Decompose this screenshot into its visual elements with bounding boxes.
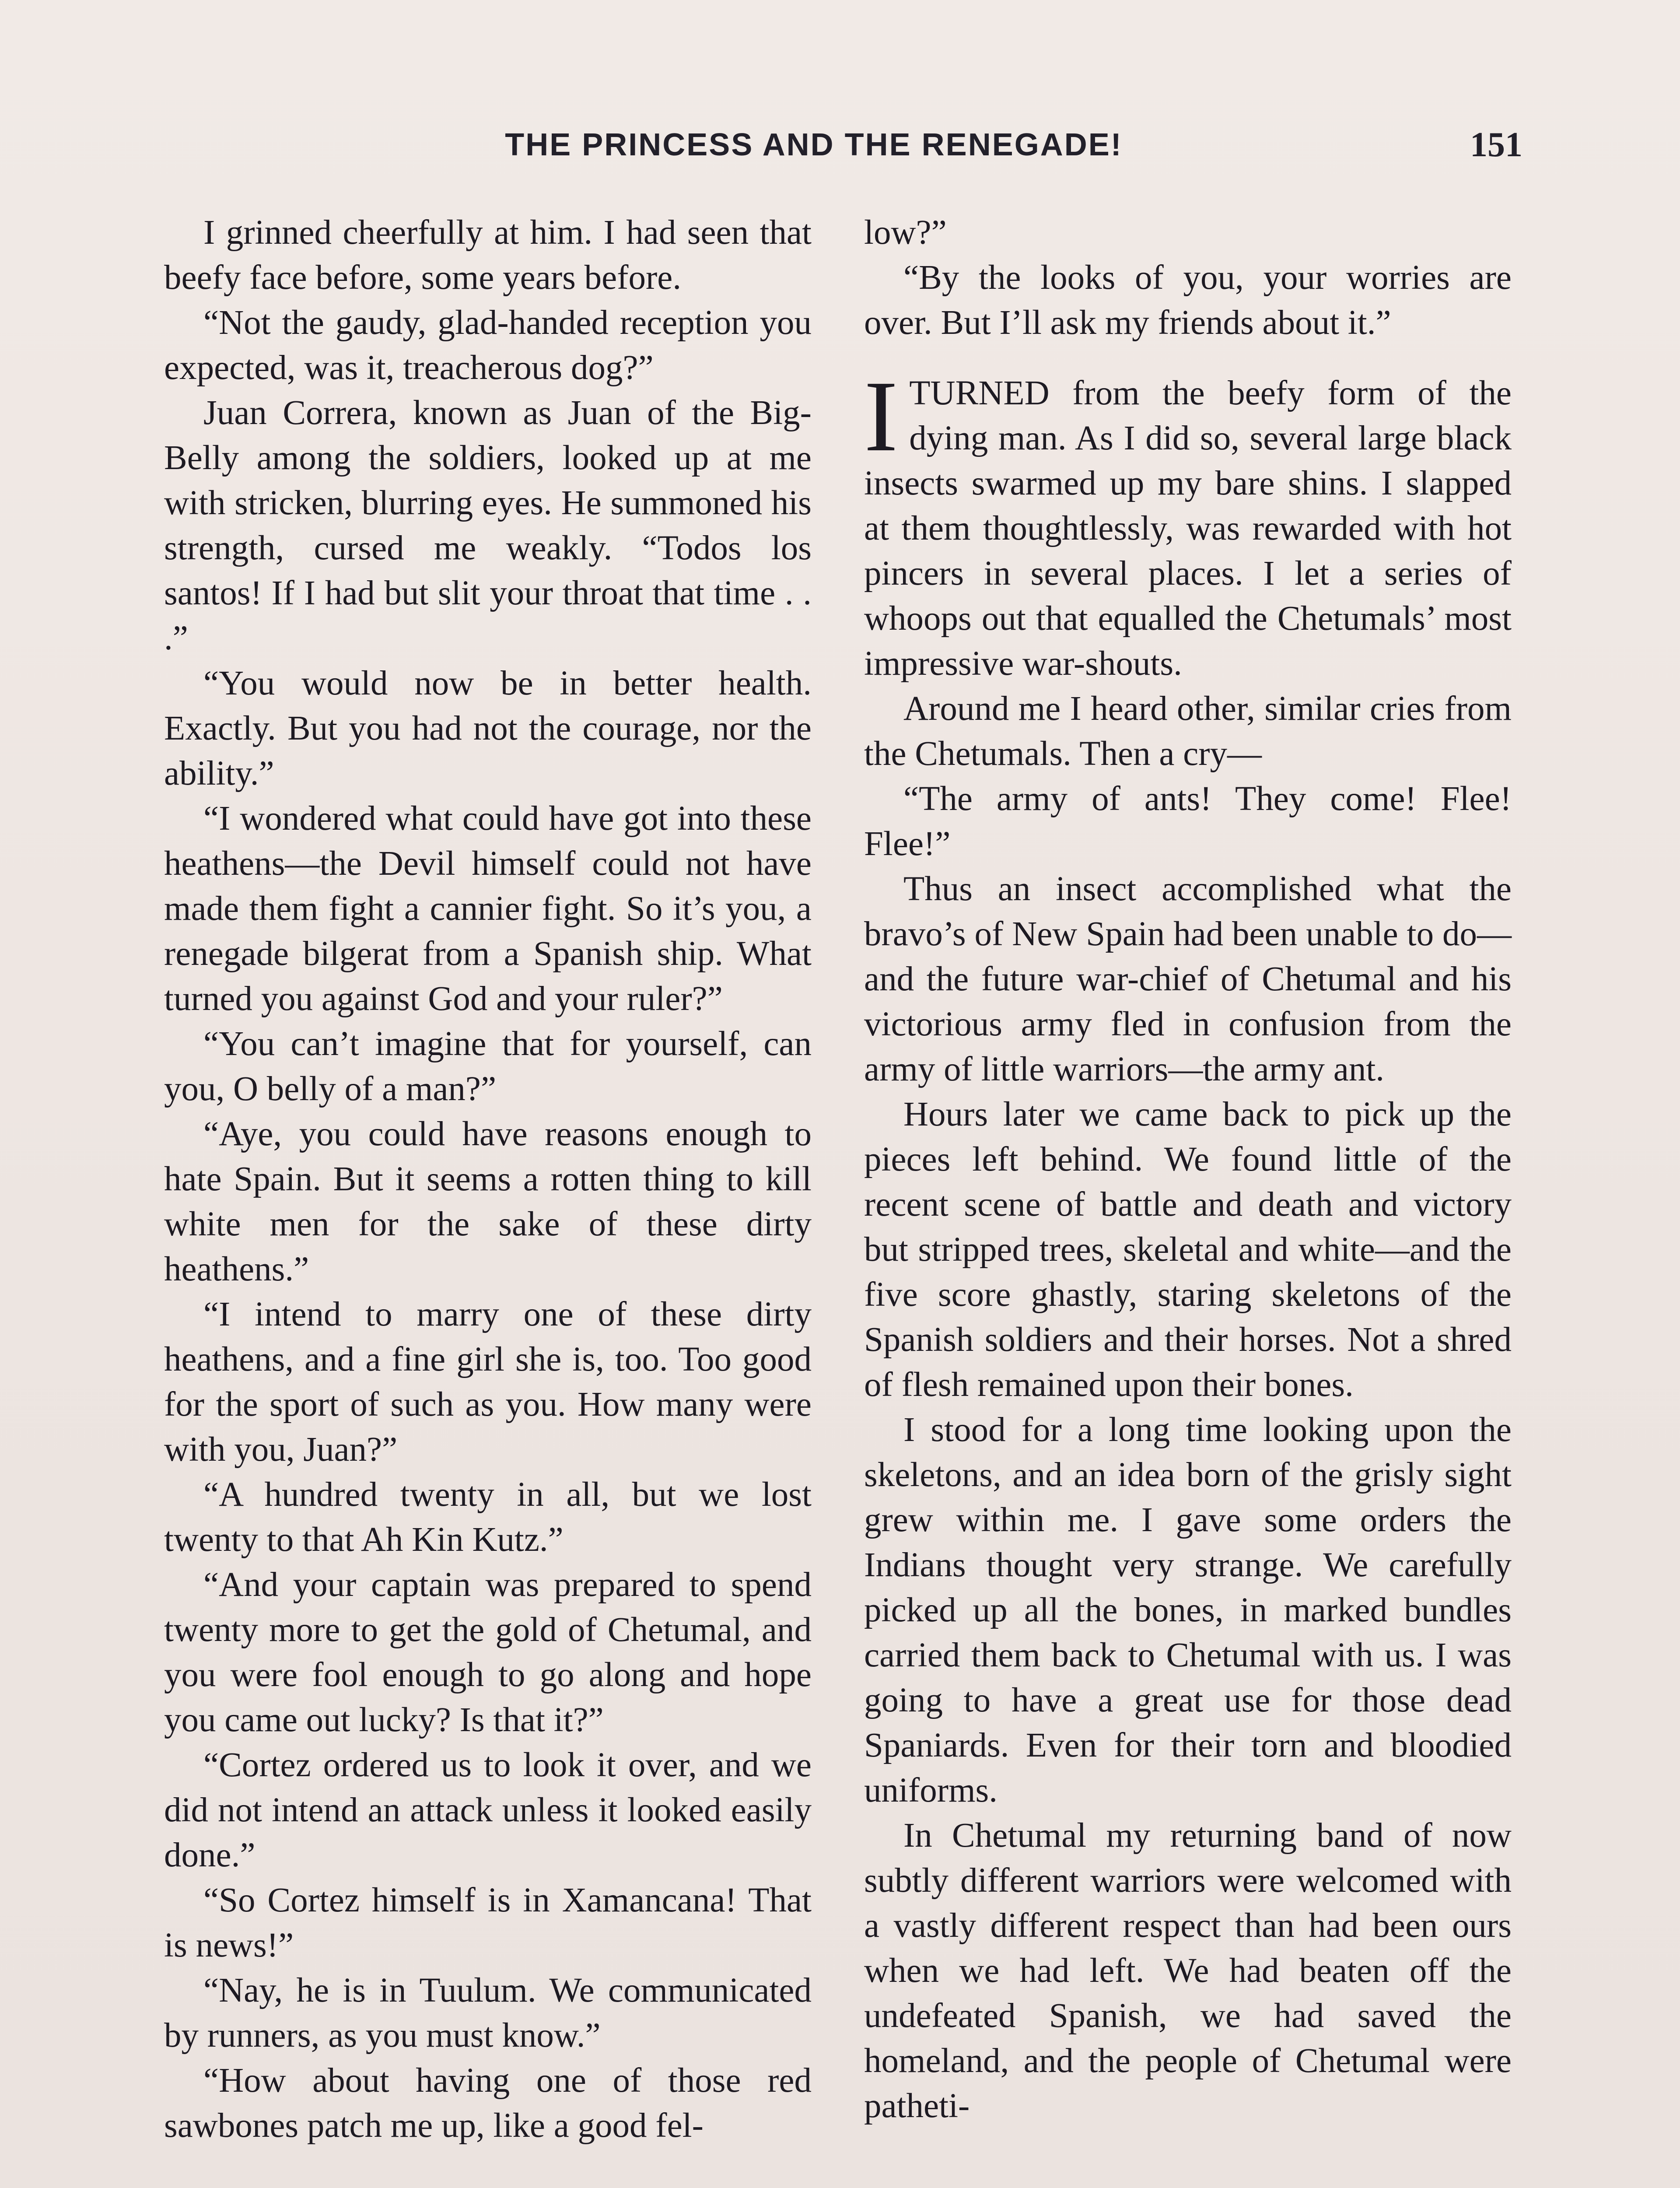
paragraph-continuation: low?” [864,214,947,252]
paragraph: I stood for a long time looking upon the skeletons, and an idea born of the grisly sight grew within me. I gave some orders the Indians thought very strange. We carefully picked up all the bones, in marked bundles carried them back to Chetumal with us. I was going to have a great use for those dead Spaniards. Even for their torn and bloodied uniforms. [864,1411,1512,1809]
paragraph: “I intend to marry one of these dirty heathens, and a fine girl she is, too. Too good for the sport of such as you. How many were with you, Juan?” [164,1295,812,1469]
right-column [864,210,1512,2128]
paragraph: “By the looks of you, your worries are over. But I’ll ask my friends about it.” [864,259,1512,342]
paragraph: Hours later we came back to pick up the pieces left behind. We found little of the recent scene of battle and death and victory but stripped trees, skeletal and white—and the five score ghastly, staring skeletons of the Spanish soldiers and their horses. Not a shred of flesh remained upon their bones. [864,1095,1512,1404]
paragraph: “So Cortez himself is in Xamancana! That is news!” [164,1881,812,1964]
paragraph: “Not the gaudy, glad-handed reception you expected, was it, treacherous dog?” [164,304,812,387]
paragraph: “And your captain was prepared to spend twenty more to get the gold of Chetumal, and you were fool enough to go along and hope you came out lucky? Is that it?” [164,1566,812,1739]
paragraph: “I wondered what could have got into these heathens—the Devil himself could not have made them fight a cannier fight. So it’s you, a renegade bilgerat from a Spanish ship. What turned you against God and your ruler?” [164,799,812,1018]
paragraph: Juan Correra, known as Juan of the Big-Belly among the soldiers, looked up at me with stricken, blurring eyes. He summoned his strength, cursed me weakly. “Todos los santos! If I had but slit your throat that time . . .” [164,394,812,657]
paragraph: “Aye, you could have reasons enough to hate Spain. But it seems a rotten thing to kill white men for the sake of these dirty heathens.” [164,1115,812,1288]
paragraph: “A hundred twenty in all, but we lost twenty to that Ah Kin Kutz.” [164,1476,812,1559]
paragraph: In Chetumal my returning band of now subtly different warriors were welcomed with a vastly different respect than had been ours when we had left. We had beaten off the undefeated Spanish, we had saved the homeland, and the people of Chetumal were patheti- [864,1816,1512,2125]
paragraph: Around me I heard other, similar cries from the Chetumals. Then a cry— [864,690,1512,773]
running-head-title: THE PRINCESS AND THE RENEGADE! [505,127,1123,162]
paragraph: “How about having one of those red sawbones patch me up, like a good fel- [164,2062,812,2145]
left-column [164,210,812,2148]
page-number: 151 [1470,126,1522,164]
paragraph: Thus an insect accomplished what the bravo’s of New Spain had been unable to do—and the future war-chief of Chetumal and his victorious army fled in confusion from the army of little warriors—the army ant. [864,870,1512,1088]
section-opening-text: TURNED from the beefy form of the dying man. As I did so, several large black insects swarmed up my bare shins. I slapped at them thoughtlessly, was rewarded with hot pincers in several places. I let a series of whoops out that equalled the Chetumals’ most impressive war-shouts. [864,374,1512,683]
paragraph: “You would now be in better health. Exactly. But you had not the courage, nor the ability.” [164,664,812,792]
paragraph: “Cortez ordered us to look it over, and we did not intend an attack unless it looked easily done.” [164,1746,812,1874]
section-opening-paragraph [864,360,1512,686]
paragraph: “You can’t imagine that for yourself, can you, O belly of a man?” [164,1025,812,1108]
paragraph: I grinned cheerfully at him. I had seen that beefy face before, some years before. [164,214,812,297]
paragraph: “Nay, he is in Tuulum. We communicated by runners, as you must know.” [164,1971,812,2055]
paragraph: “The army of ants! They come! Flee! Flee!” [864,780,1512,863]
drop-cap: I [864,360,898,473]
